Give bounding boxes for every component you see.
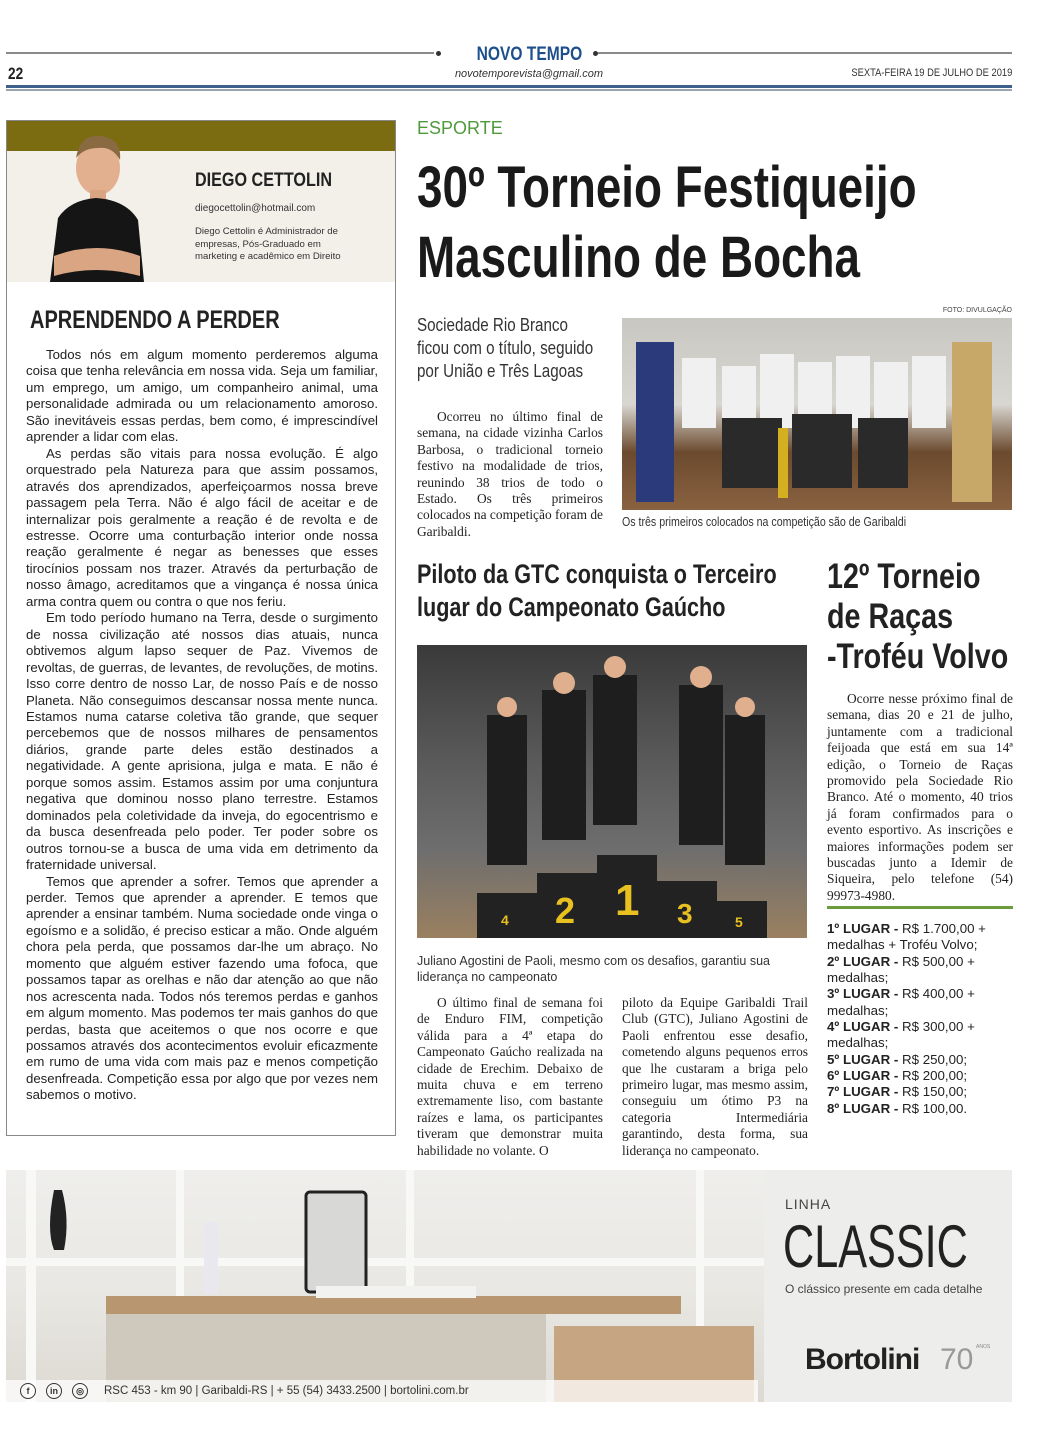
prize-value: R$ 250,00;	[898, 1051, 968, 1067]
svg-text:5: 5	[735, 914, 743, 930]
prize-item	[827, 921, 1017, 954]
subheadline	[417, 313, 632, 382]
paragraph: Ocorreu no último final de semana, na cidade vizinha Carlos Barbosa, o tradicional torneio festivo na modalidade de trios, reunindo 38 trios de todo o Estado. Os três primeiros colocados na competição foram de Garibaldi.	[417, 409, 603, 539]
prize-item	[827, 1019, 1017, 1052]
anniversary-label: ANOS	[976, 1344, 991, 1350]
prize-place: 4º LUGAR -	[827, 1019, 899, 1035]
subheadline-line: ficou com o título, seguido	[417, 337, 594, 358]
bortolini-logo: Bortolini	[805, 1343, 920, 1376]
headline	[417, 558, 867, 624]
newspaper-brand	[0, 44, 1058, 65]
column-body	[26, 347, 378, 1104]
ad-title	[783, 1213, 1040, 1280]
headline-line: de Raças	[827, 597, 954, 636]
prize-value: R$ 150,00;	[898, 1084, 968, 1100]
prize-place: 3º LUGAR -	[827, 986, 899, 1002]
photo-credit: FOTO: DIVULGAÇÃO	[942, 307, 1012, 314]
linkedin-icon[interactable]: in	[46, 1383, 62, 1399]
facebook-icon[interactable]: f	[20, 1383, 36, 1399]
headline-line: Piloto da GTC conquista o Terceiro	[417, 559, 777, 589]
author-name-text: DIEGO CETTOLIN	[195, 170, 332, 191]
subheadline-line: por União e Três Lagoas	[417, 360, 584, 381]
instagram-icon[interactable]: ◎	[72, 1383, 88, 1399]
svg-text:3: 3	[677, 898, 693, 929]
prize-item	[827, 954, 1017, 987]
prize-value: R$ 200,00;	[898, 1068, 968, 1084]
prize-place: 5º LUGAR -	[827, 1051, 899, 1067]
photo-caption: Juliano Agostini de Paoli, mesmo com os desafios, garantiu sua liderança no campeonato	[417, 954, 770, 984]
headline	[417, 153, 1049, 293]
paragraph: O último final de semana foi de Enduro FIM, competição válida para a 4ª etapa do Campeonato Gaúcho realizada na cidade de Erechim. Debaixo de muita chuva e em terreno extremamente liso, com bastante raízes e lama, os participantes tiveram que demonstrar muita habilidade no volante. O	[417, 995, 603, 1158]
author-name	[195, 170, 356, 192]
prize-place: 2º LUGAR -	[827, 953, 899, 969]
headline-line: 30º Torneio Festiqueijo	[417, 155, 917, 220]
paragraph: Ocorre nesse próximo final de semana, dias 20 e 21 de julho, juntamente com a tradicional feijoada que está em sua 14ª edição, o Torneio de Raças promovido pela Sociedade Rio Branco. Até o momento, 40 trios já foram confirmados para o evento esportivo. As inscrições e maiores informações podem ser buscadas junto a Idemir de Siqueira, pelo telefone (54) 99973-4980.	[827, 691, 1013, 903]
prize-item	[827, 1101, 1017, 1117]
green-divider	[827, 906, 1013, 909]
prize-value: R$ 300,00 + medalhas;	[827, 1019, 975, 1051]
prize-place: 1º LUGAR -	[827, 921, 899, 936]
article-body	[827, 691, 1013, 904]
header-divider	[6, 85, 1012, 88]
prize-value: R$ 500,00 + medalhas;	[827, 953, 975, 986]
headline-line: 12º Torneio	[827, 557, 981, 596]
headline	[827, 557, 1048, 677]
svg-text:1: 1	[615, 876, 640, 925]
page-number-text: 22	[8, 64, 24, 83]
date-text: SEXTA-FEIRA 19 DE JULHO DE 2019	[851, 67, 1012, 79]
column-title	[30, 306, 342, 334]
prize-place: 8º LUGAR -	[827, 1100, 899, 1116]
headline-line: lugar do Campeonato Gaúcho	[417, 592, 726, 622]
ad-title-text: CLASSIC	[783, 1213, 968, 1280]
office-desk-image	[6, 1170, 766, 1402]
article-body	[417, 409, 603, 540]
headline-line: -Troféu Volvo	[827, 637, 1009, 676]
header-divider	[6, 89, 1012, 91]
podium-photo	[417, 645, 807, 938]
paragraph: As perdas são vitais para nossa evolução. É algo orquestrado pela Natureza para que assim possamos, através dos aprendizados, aperfeiçoarmos nossa breve passagem pela Terra. Não é algo fácil de aceitar e de internalizar pois geralmente a reação é de revolta e de estresse. Ocorre uma conturbação interior onde nossa reação geralmente é negar as benesses que esses tirocínios possam nos trazer. Através da perturbação de nosso âmago, acreditamos que a vingança é nossa única arma contra quem ou contra o que nos feriu.	[26, 445, 378, 609]
caption-text: Os três primeiros colocados na competição são de Garibaldi	[622, 515, 907, 529]
photo-caption	[622, 515, 956, 530]
anniversary-mark: 70	[940, 1343, 974, 1376]
brand-text: NOVO TEMPO	[476, 44, 582, 65]
article-body-col1	[417, 995, 603, 1159]
ad-contact-info[interactable]: RSC 453 - km 90 | Garibaldi-RS | + 55 (54) 3433.2500 | bortolini.com.br	[104, 1385, 469, 1397]
author-email[interactable]: diegocettolin@hotmail.com	[195, 203, 316, 214]
prize-list	[827, 921, 1017, 1117]
article-body-col2	[622, 995, 808, 1159]
team-photo	[622, 318, 1012, 510]
author-photo	[40, 128, 152, 282]
prize-item	[827, 986, 1017, 1019]
paragraph: Todos nós em algum momento perderemos alguma coisa que tenha relevância em nossa vida. Seja um familiar, um emprego, um amigo, um companheiro animal, uma personalidade admirada ou um relacionamento amoroso. São inevitáveis essas perdas, bem como, é imprescindível aprender a lidar com elas.	[26, 347, 378, 445]
prize-item	[827, 1068, 1017, 1084]
ad-line-label: LINHA	[785, 1196, 832, 1212]
prize-value: R$ 400,00 + medalhas;	[827, 986, 975, 1018]
svg-text:2: 2	[555, 890, 576, 931]
subheadline-line: Sociedade Rio Branco	[417, 314, 568, 335]
ad-slogan: O clássico presente em cada detalhe	[785, 1282, 983, 1296]
paragraph: Em todo período humano na Terra, desde o surgimento de nossa civilização até nossos dias atuais, nunca obtivemos algum lapso sequer de Paz. Vivemos de revoltas, de guerras, de levantes, de revoluções, de motins. Isso corre dentro de nosso Lar, de nosso País e de nosso Planeta. Não conseguimos descansar nossa mente nunca. Estamos numa catarse coletiva tão grande, que sequer percebemos que de nossos milhares de pensamentos diários, grande parte deles estão destinados a negatividade. A gente aprisiona, julga e mata. E não é porque somos assim. Estamos assim por uma conjuntura negativa que dominou nosso plano terrestre. Estamos dominados pela coletividade da inveja, do egocentrismo e da busca desenfreada pelo poder. Ter poder sobre os outros tornou-se a busca de uma vida em detrimento da fraternidade universal.	[26, 610, 378, 873]
prize-value: R$ 100,00.	[898, 1100, 968, 1116]
paragraph: Temos que aprender a sofrer. Temos que aprender a perder. Temos que aprender a aprender. E temos que aprender a ensinar também. Numa sociedade onde vinga o egoísmo e a solidão, é preciso esticar a mão. Onde alguém chora pela perda, que possamos dar-lhe um abraço. No momento que alguém estiver fazendo uma fofoca, que possamos tapar as orelhas e não dar atenção ao que não nos acrescenta nada. Todos nós teremos perdas e ganhos em algum momento. Mas podemos ter mais ganhos do que perdas, basta que aceitemos o que nos ocorre e que possamos através dos acontecimentos evoluir eficazmente em rumo de uma vida com mais paz e menos competição desenfreada. Competição essa por algo que por vezes nem sabemos o motivo.	[26, 873, 378, 1103]
headline-line: Masculino de Bocha	[417, 225, 861, 290]
author-bio: Diego Cettolin é Administrador de empresas, Pós-Graduado em marketing e acadêmico em Direito	[195, 226, 341, 262]
svg-text:4: 4	[501, 912, 509, 928]
prize-item	[827, 1084, 1017, 1100]
prize-item	[827, 1052, 1017, 1068]
column-title-text: APRENDENDO A PERDER	[30, 306, 280, 334]
prize-place: 7º LUGAR -	[827, 1084, 899, 1100]
prize-value: R$ 1.700,00 + medalhas + Troféu Volvo;	[827, 921, 986, 953]
header-date	[823, 67, 1012, 80]
section-label: ESPORTE	[417, 118, 503, 138]
paragraph: piloto da Equipe Garibaldi Trail Club (GTC), Juliano Agostini de Paoli enfrentou esse desafio, cometendo alguns pequenos erros que lhe custaram a briga pelo primeiro lugar, mas mesmo assim, conseguiu um ótimo P3 na categoria Intermediária garantindo, desta forma, sua liderança no campeonato.	[622, 995, 808, 1158]
prize-place: 6º LUGAR -	[827, 1068, 899, 1084]
header-email: novotemporevista@gmail.com	[454, 68, 604, 80]
